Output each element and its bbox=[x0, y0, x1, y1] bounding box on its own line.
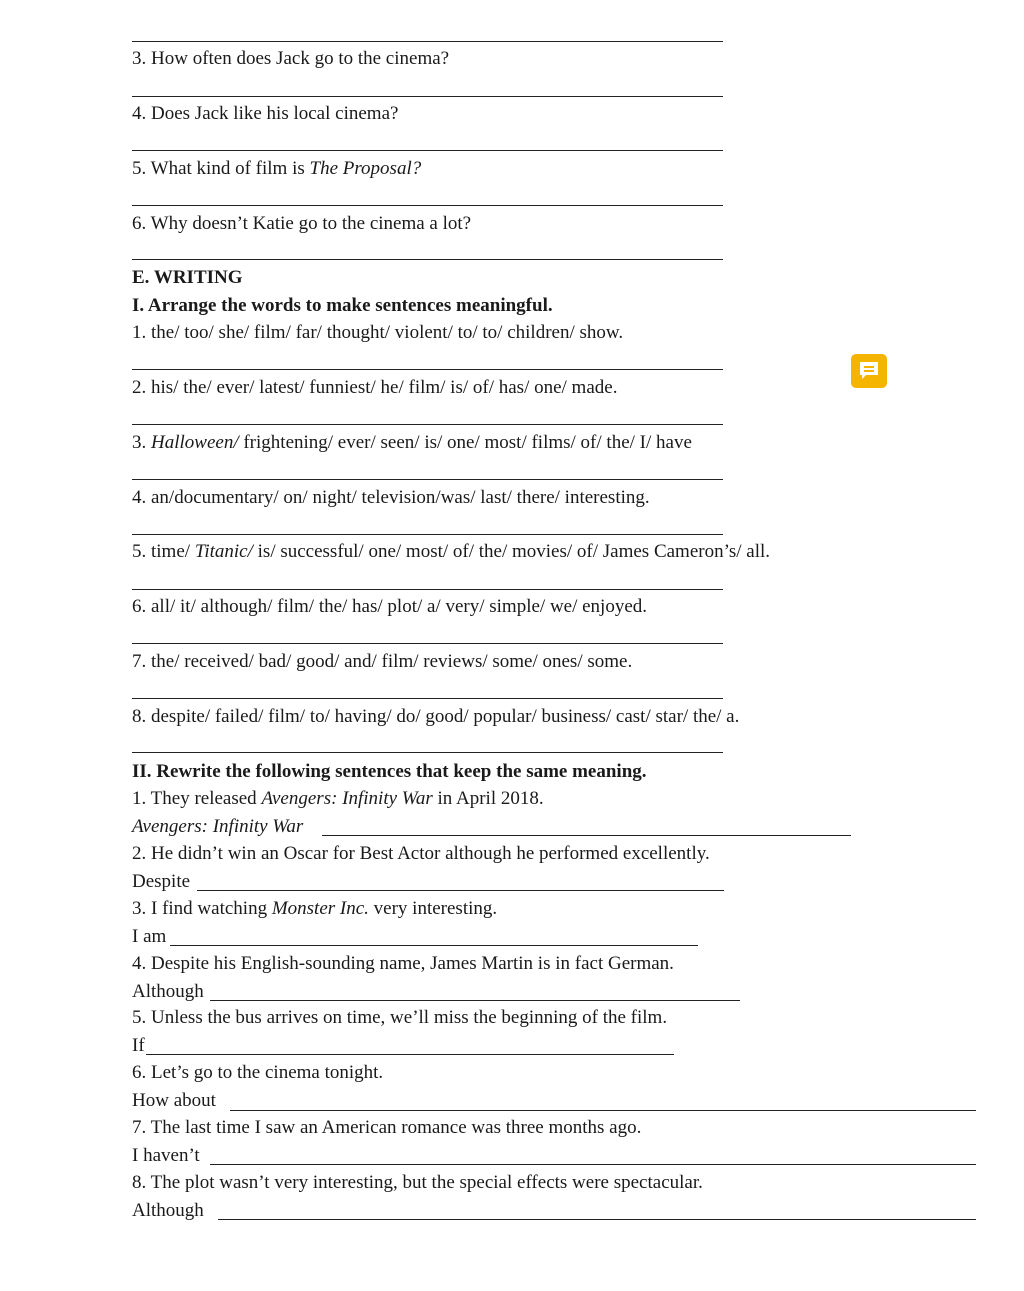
answer-line bbox=[230, 1110, 976, 1111]
rewrite-sentence: 4. Despite his English-sounding name, James Martin is in fact German. bbox=[132, 953, 674, 974]
arrange-item: 6. all/ it/ although/ film/ the/ has/ plot/ a/ very/ simple/ we/ enjoyed. bbox=[132, 596, 648, 617]
answer-line bbox=[132, 589, 723, 590]
answer-line bbox=[132, 643, 723, 644]
arrange-item: 7. the/ received/ bad/ good/ and/ film/ reviews/ some/ ones/ some. bbox=[132, 651, 633, 672]
rewrite-prompt: Although bbox=[132, 981, 204, 1002]
arrange-item: 1. the/ too/ she/ film/ far/ thought/ violent/ to/ to/ children/ show. bbox=[132, 322, 624, 343]
rewrite-sentence: 5. Unless the bus arrives on time, we’ll miss the beginning of the film. bbox=[132, 1007, 668, 1028]
answer-line bbox=[218, 1219, 976, 1220]
section-heading: E. WRITING bbox=[132, 267, 243, 288]
answer-line bbox=[322, 835, 851, 836]
answer-line bbox=[132, 698, 723, 699]
answer-line bbox=[132, 479, 723, 480]
rewrite-prompt: How about bbox=[132, 1090, 216, 1111]
rewrite-sentence: 6. Let’s go to the cinema tonight. bbox=[132, 1062, 384, 1083]
answer-line bbox=[132, 150, 723, 151]
question-3: 3. How often does Jack go to the cinema? bbox=[132, 48, 450, 69]
question-6: 6. Why doesn’t Katie go to the cinema a lot? bbox=[132, 213, 472, 234]
rewrite-prompt: I am bbox=[132, 926, 167, 947]
rewrite-sentence: 7. The last time I saw an American romance was three months ago. bbox=[132, 1117, 642, 1138]
comment-icon[interactable] bbox=[851, 354, 887, 388]
rewrite-prompt: Despite bbox=[132, 871, 191, 892]
rewrite-prompt: If bbox=[132, 1035, 145, 1056]
answer-line bbox=[210, 1000, 740, 1001]
answer-line bbox=[132, 534, 723, 535]
part2-title: II. Rewrite the following sentences that keep the same meaning. bbox=[132, 761, 647, 782]
arrange-item: 2. his/ the/ ever/ latest/ funniest/ he/ film/ is/ of/ has/ one/ made. bbox=[132, 377, 618, 398]
answer-line bbox=[132, 41, 723, 42]
answer-line bbox=[210, 1164, 976, 1165]
rewrite-sentence: 3. I find watching Monster Inc. very interesting. bbox=[132, 898, 498, 919]
rewrite-sentence: 2. He didn’t win an Oscar for Best Actor although he performed excellently. bbox=[132, 843, 710, 864]
rewrite-prompt: Avengers: Infinity War bbox=[132, 816, 304, 837]
answer-line bbox=[170, 945, 698, 946]
arrange-item: 8. despite/ failed/ film/ to/ having/ do/ good/ popular/ business/ cast/ star/ the/ a. bbox=[132, 706, 740, 727]
answer-line bbox=[132, 752, 723, 753]
answer-line bbox=[132, 96, 723, 97]
question-4: 4. Does Jack like his local cinema? bbox=[132, 103, 399, 124]
arrange-item: 4. an/documentary/ on/ night/ television/was/ last/ there/ interesting. bbox=[132, 487, 650, 508]
rewrite-sentence: 8. The plot wasn’t very interesting, but the special effects were spectacular. bbox=[132, 1172, 703, 1193]
arrange-item: 5. time/ Titanic/ is/ successful/ one/ most/ of/ the/ movies/ of/ James Cameron’s/ all. bbox=[132, 541, 771, 562]
rewrite-prompt: Although bbox=[132, 1200, 204, 1221]
question-5: 5. What kind of film is The Proposal? bbox=[132, 158, 422, 179]
part1-title: I. Arrange the words to make sentences meaningful. bbox=[132, 295, 553, 316]
answer-line bbox=[132, 205, 723, 206]
answer-line bbox=[132, 424, 723, 425]
answer-line bbox=[132, 259, 723, 260]
answer-line bbox=[197, 890, 724, 891]
rewrite-prompt: I haven’t bbox=[132, 1145, 200, 1166]
answer-line bbox=[146, 1054, 674, 1055]
rewrite-sentence: 1. They released Avengers: Infinity War in April 2018. bbox=[132, 788, 544, 809]
arrange-item: 3. Halloween/ frightening/ ever/ seen/ is/ one/ most/ films/ of/ the/ I/ have bbox=[132, 432, 692, 453]
answer-line bbox=[132, 369, 723, 370]
